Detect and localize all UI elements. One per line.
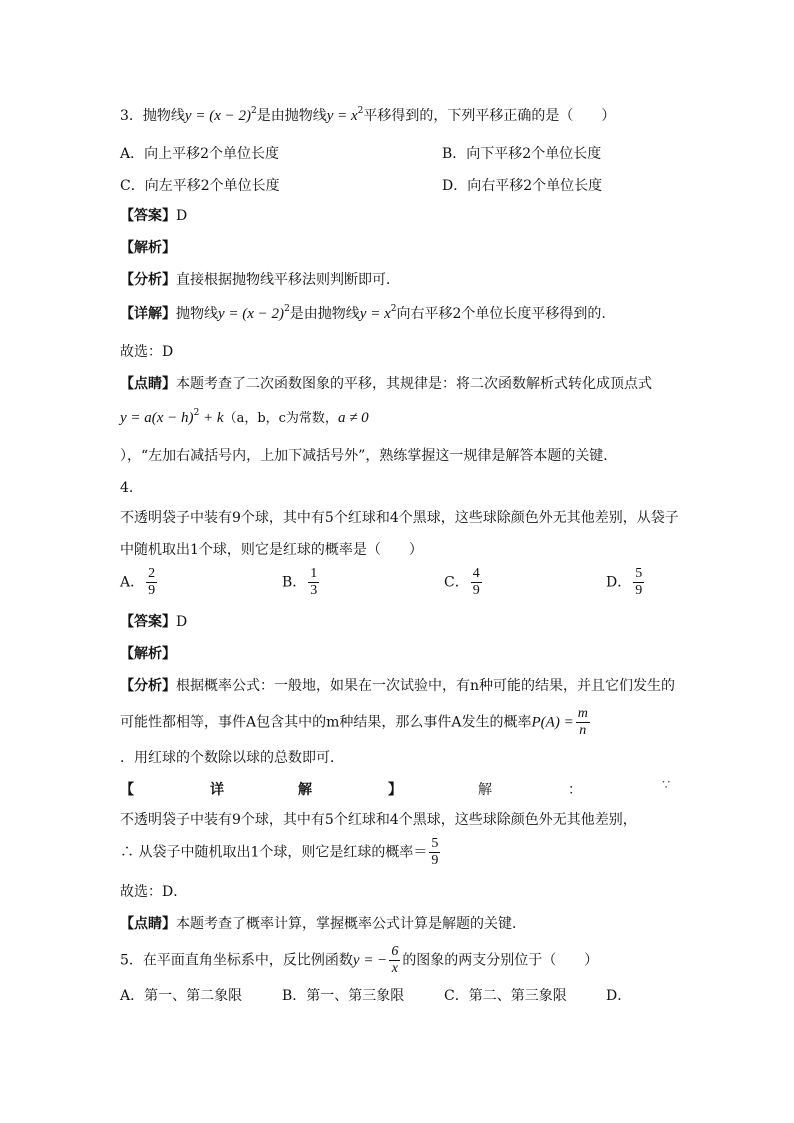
q3-eq1: y = (x − 2) xyxy=(184,108,251,124)
q4-detail-char-jie: 解 xyxy=(298,782,312,798)
q4-option-a: A． $\frac{2}{9}$ xyxy=(120,566,156,598)
q3-option-c: C．向左平移2个单位长度 xyxy=(120,178,280,194)
q3-choose: 故选：D xyxy=(120,344,174,360)
q4-detail-line2: 不透明袋子中装有9个球，其中有5个红球和4个黑球，这些球除颜色外无其他差别， xyxy=(120,812,637,828)
q4-detail-line3: ∴ 从袋子中随机取出1个球，则它是红球的概率＝ $\frac{5}{9}$ xyxy=(120,836,439,868)
q3-detail: 【详解】抛物线$y = (x - 2)^2$是由抛物线$y = x^2$向右平移2个单位长度平移得到的. xyxy=(120,304,606,322)
q4-choose: 故选：D． xyxy=(120,884,188,900)
q3-option-a: A．向上平移2个单位长度 xyxy=(120,146,280,162)
q4-fenxi-line1: 【分析】根据概率公式：一般地，如果在一次试验中，有n种可能的结果，并且它们发生的 xyxy=(120,678,676,694)
q4-option-c: C． $\frac{4}{9}$ xyxy=(444,566,480,598)
q3-rule: ），“左加右减括号内，上加下减括号外”，熟练掌握这一规律是解答本题的关键． xyxy=(120,448,618,464)
q4-detail-char-xiang: 详 xyxy=(210,782,224,798)
q3-answer: 【答案】D xyxy=(120,208,188,224)
q5-option-a: A．第一、第二象限 xyxy=(120,988,243,1004)
q3-analysis-heading: 【解析】 xyxy=(120,240,176,256)
because-icon: ∵ xyxy=(662,778,671,793)
q4-detail-bracket-close: 】 xyxy=(388,782,402,798)
q4-analysis-heading: 【解析】 xyxy=(120,646,176,662)
q4-stem-line1: 不透明袋子中装有9个球，其中有5个红球和4个黑球，这些球除颜色外无其他差别，从袋子 xyxy=(120,510,679,526)
q5-stem: 5．在平面直角坐标系中，反比例函数y = − $\frac{6}{x}$ 的图象的两支分别位于（ ） xyxy=(120,944,599,976)
q4-fenxi-line3: ．用红球的个数除以球的总数即可． xyxy=(120,750,344,766)
q5-option-b: B．第一、第三象限 xyxy=(282,988,405,1004)
q4-dianjing: 【点睛】本题考查了概率计算，掌握概率公式计算是解题的关键． xyxy=(120,916,526,932)
q5-option-d: D． xyxy=(606,988,632,1004)
q3-fenxi: 【分析】直接根据抛物线平移法则判断即可． xyxy=(120,272,400,288)
q3-stem: 3．抛物线$y = (x - 2)^2$是由抛物线$y = x^2$平移得到的，下列平移正确的是（ ） xyxy=(120,106,616,124)
q4-answer: 【答案】D xyxy=(120,614,188,630)
q5-option-c: C．第二、第三象限 xyxy=(444,988,567,1004)
q3-vertex-form: $y = a(x - h)^2 + k(a$，b，c为常数，a ≠ 0 xyxy=(120,408,369,426)
q4-detail-bracket-open: 【 xyxy=(120,782,134,798)
q4-fenxi-line2: 可能性都相等，事件A包含其中的m种结果，那么事件A发生的概率P(A) = $\frac{m}{n}$ xyxy=(120,706,588,738)
q3-eq2: y = x xyxy=(326,108,358,124)
q4-option-d: D． $\frac{5}{9}$ xyxy=(606,566,643,598)
q4-detail-colon: ： xyxy=(568,782,582,798)
q3-option-d: D．向右平移2个单位长度 xyxy=(442,178,603,194)
q4-stem-line2: 中随机取出1个球，则它是红球的概率是（ ） xyxy=(120,542,423,558)
q4-number: 4. xyxy=(120,480,134,496)
q3-option-b: B．向下平移2个单位长度 xyxy=(442,146,602,162)
q4-option-b: B． $\frac{1}{3}$ xyxy=(282,566,318,598)
q3-dianjing: 【点睛】本题考查了二次函数图象的平移，其规律是：将二次函数解析式转化成顶点式 xyxy=(120,376,652,392)
q4-detail-char-jie2: 解 xyxy=(478,782,492,798)
